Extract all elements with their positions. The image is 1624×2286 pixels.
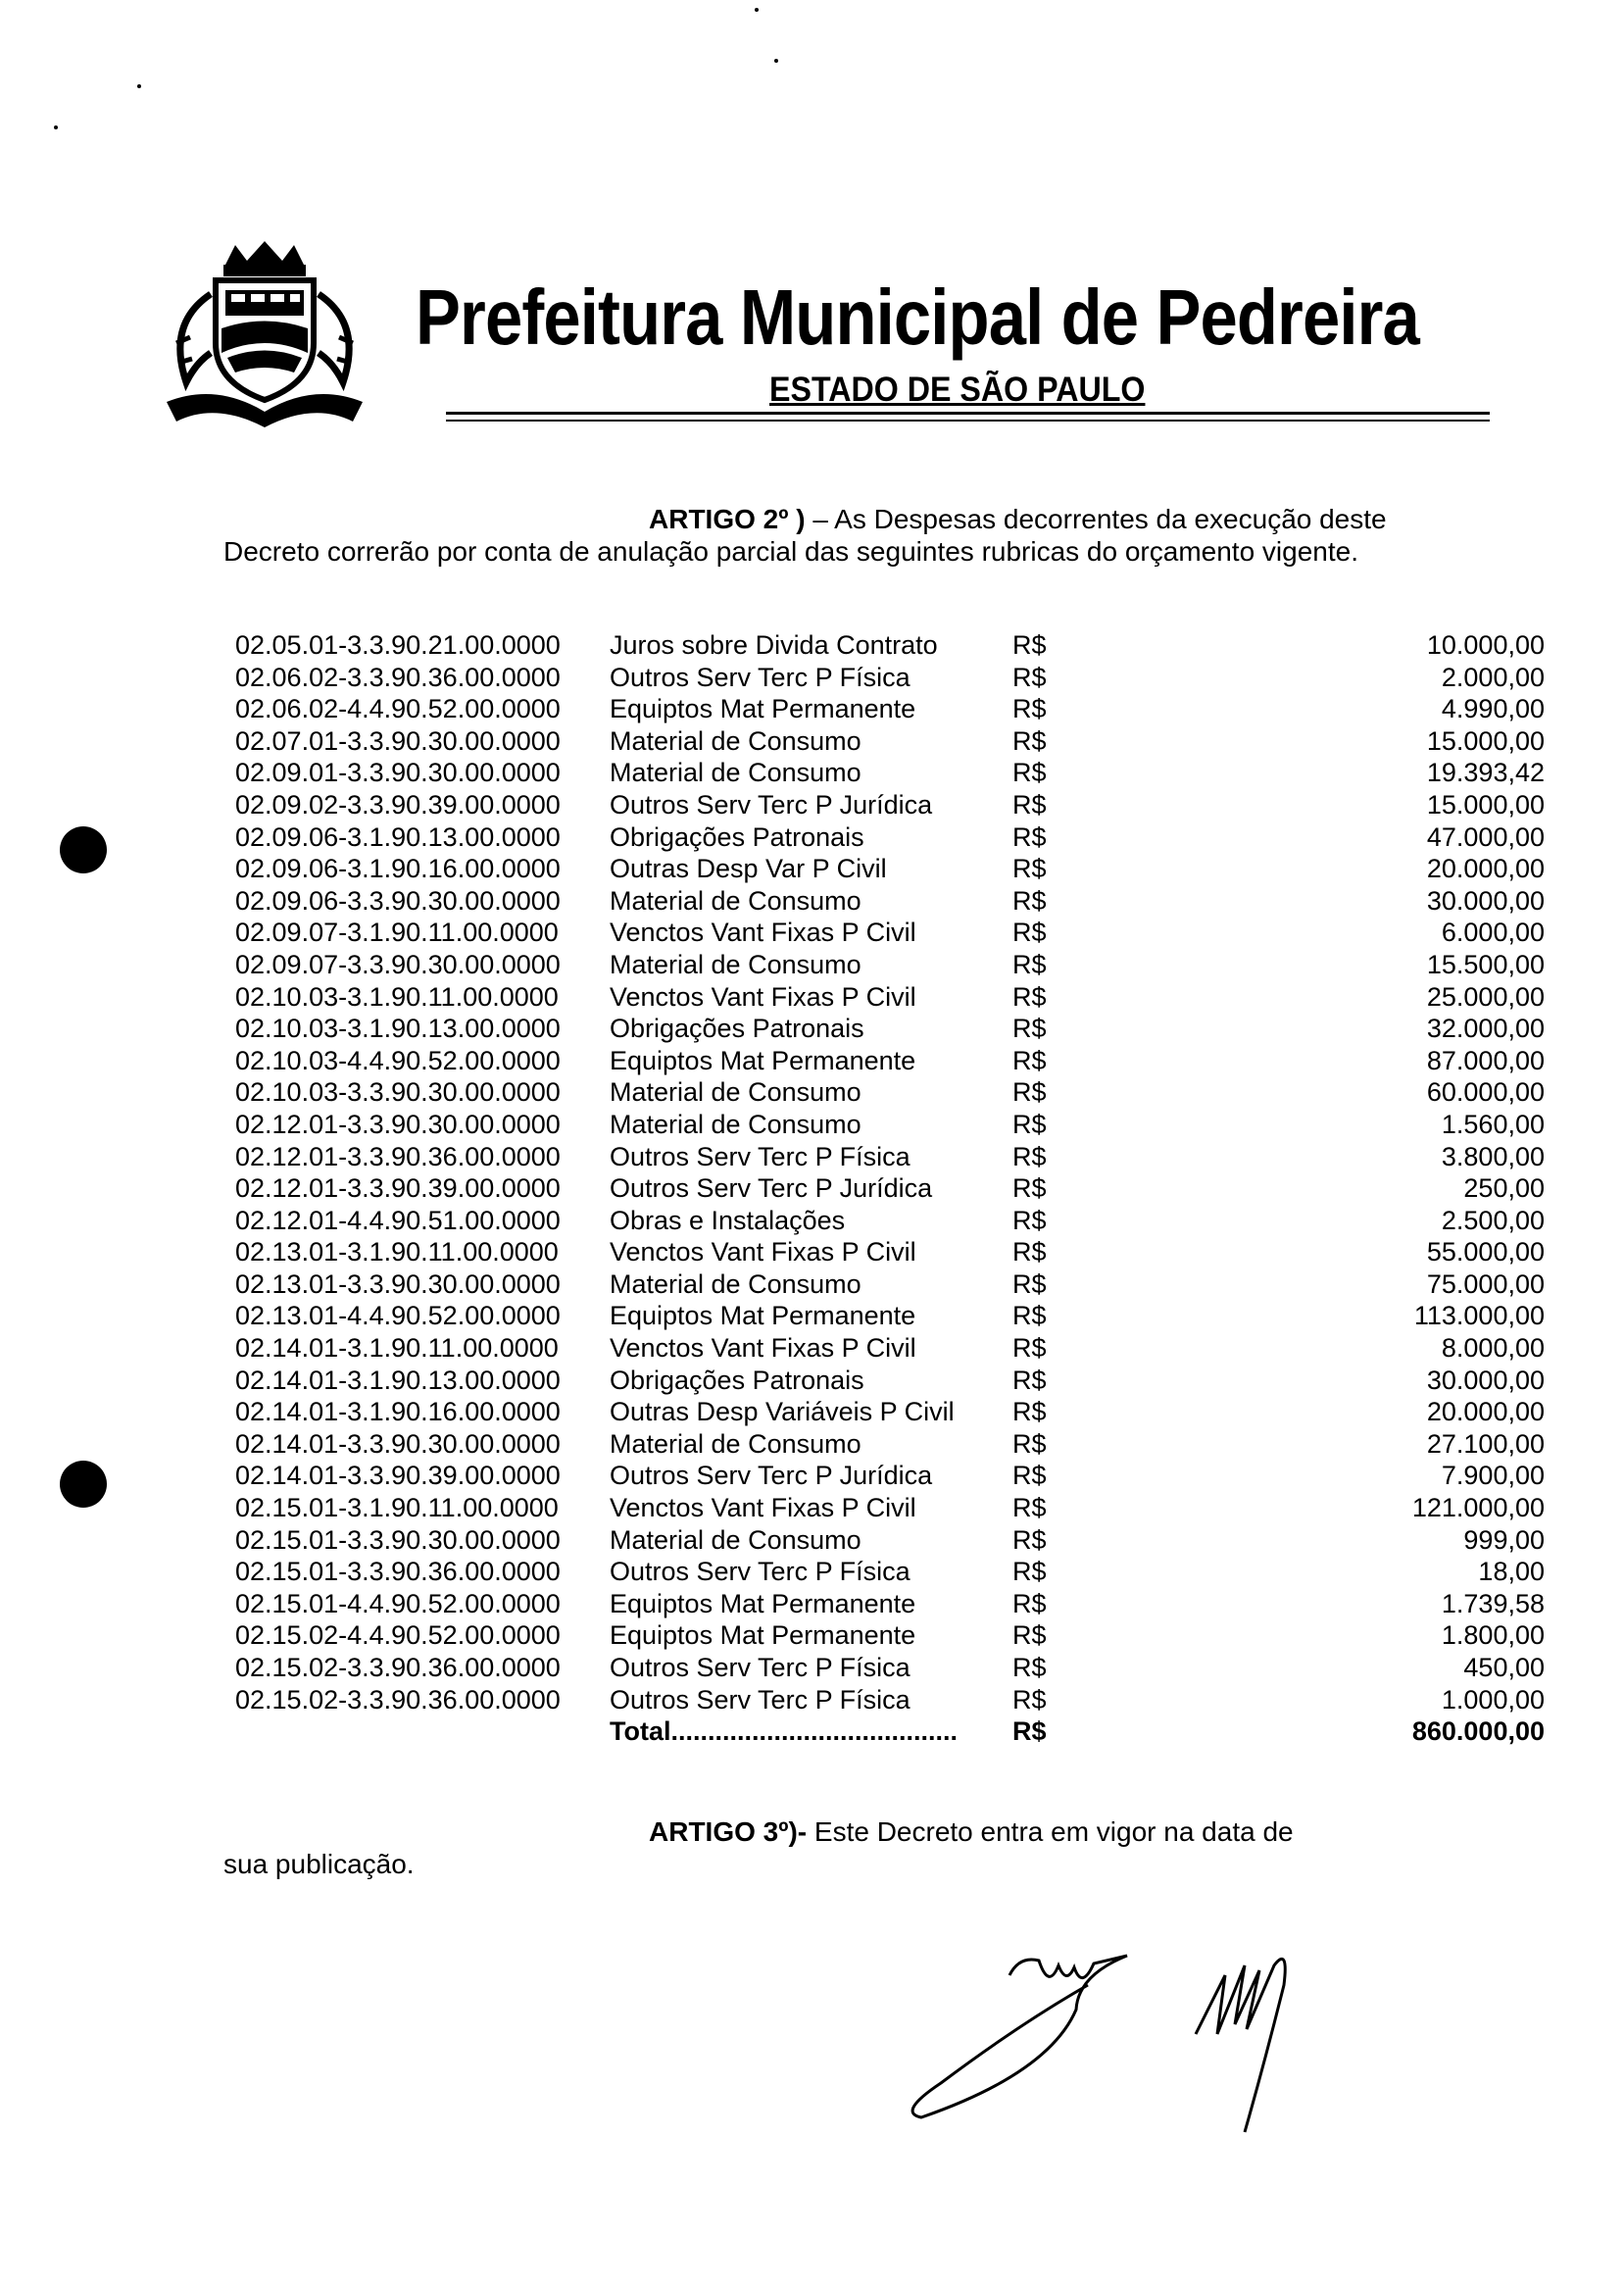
currency: R$ [1012, 1653, 1047, 1682]
article-3-line-1 [649, 1816, 1294, 1848]
description: Obras e Instalações [610, 1205, 846, 1235]
amount: 4.990,00 [1441, 694, 1545, 724]
amount: 32.000,00 [1426, 1014, 1545, 1044]
description: Material de Consumo [610, 885, 861, 916]
description: Outros Serv Terc P Física [610, 1653, 910, 1682]
currency: R$ [1012, 949, 1047, 979]
description: Outros Serv Terc P Jurídica [610, 789, 933, 820]
currency: R$ [1012, 1205, 1047, 1235]
amount: 250,00 [1463, 1173, 1545, 1204]
account-code: 02.13.01-3.1.90.11.00.0000 [235, 1237, 559, 1267]
currency: R$ [1012, 821, 1047, 852]
amount: 18,00 [1478, 1557, 1545, 1587]
currency: R$ [1012, 1397, 1047, 1427]
currency: R$ [1012, 1141, 1047, 1171]
account-code: 02.15.02-3.3.90.36.00.0000 [235, 1684, 561, 1714]
account-code: 02.09.07-3.3.90.30.00.0000 [235, 949, 561, 979]
currency: R$ [1012, 1365, 1047, 1395]
description: Outras Desp Var P Civil [610, 854, 887, 884]
currency: R$ [1012, 1077, 1047, 1108]
description: Equiptos Mat Permanente [610, 1301, 916, 1331]
account-code: 02.09.07-3.1.90.11.00.0000 [235, 918, 559, 948]
description: Outros Serv Terc P Jurídica [610, 1461, 933, 1491]
account-code: 02.12.01-4.4.90.51.00.0000 [235, 1205, 561, 1235]
page-subtitle: ESTADO DE SÃO PAULO [769, 371, 1146, 409]
currency: R$ [1012, 694, 1047, 724]
amount: 113.000,00 [1413, 1301, 1545, 1331]
amount: 999,00 [1463, 1524, 1545, 1555]
description: Material de Consumo [610, 758, 861, 788]
scan-speck [137, 84, 141, 88]
amount: 47.000,00 [1426, 821, 1545, 852]
description: Outros Serv Terc P Física [610, 1684, 910, 1714]
description: Outros Serv Terc P Física [610, 1141, 910, 1171]
article-3-label: ARTIGO 3º)- [649, 1816, 808, 1847]
amount: 75.000,00 [1426, 1268, 1545, 1299]
account-code: 02.09.06-3.1.90.16.00.0000 [235, 854, 561, 884]
article-2-text-2: Decreto correrão por conta de anulação parcial das seguintes rubricas do orçamento vigente. [223, 536, 1358, 567]
currency: R$ [1012, 1045, 1047, 1075]
currency: R$ [1012, 725, 1047, 756]
article-3-text-2: sua publicação. [223, 1849, 415, 1879]
currency: R$ [1012, 1268, 1047, 1299]
description: Material de Consumo [610, 1524, 861, 1555]
account-code: 02.15.01-3.3.90.36.00.0000 [235, 1557, 561, 1587]
amount: 1.739,58 [1441, 1588, 1545, 1618]
description: Equiptos Mat Permanente [610, 1620, 916, 1651]
description: Venctos Vant Fixas P Civil [610, 1333, 916, 1364]
account-code: 02.14.01-3.1.90.13.00.0000 [235, 1365, 561, 1395]
signatures-icon [902, 1916, 1353, 2171]
account-code: 02.14.01-3.1.90.16.00.0000 [235, 1397, 561, 1427]
currency: R$ [1012, 1109, 1047, 1139]
amount: 20.000,00 [1426, 854, 1545, 884]
article-2-text-1: – As Despesas decorrentes da execução deste [805, 504, 1387, 534]
amount: 15.500,00 [1426, 949, 1545, 979]
account-code: 02.12.01-3.3.90.36.00.0000 [235, 1141, 561, 1171]
amount: 6.000,00 [1441, 918, 1545, 948]
description: Outros Serv Terc P Física [610, 1557, 910, 1587]
account-code: 02.12.01-3.3.90.39.00.0000 [235, 1173, 561, 1204]
amount: 60.000,00 [1426, 1077, 1545, 1108]
amount: 450,00 [1463, 1653, 1545, 1682]
currency: R$ [1012, 1333, 1047, 1364]
account-code: 02.07.01-3.3.90.30.00.0000 [235, 725, 561, 756]
account-code: 02.14.01-3.3.90.30.00.0000 [235, 1428, 561, 1459]
article-3-text-1: Este Decreto entra em vigor na data de [807, 1816, 1294, 1847]
amount: 3.800,00 [1441, 1141, 1545, 1171]
page-title: Prefeitura Municipal de Pedreira [416, 273, 1419, 361]
currency: R$ [1012, 1620, 1047, 1651]
account-code: 02.10.03-3.3.90.30.00.0000 [235, 1077, 561, 1108]
currency: R$ [1012, 1461, 1047, 1491]
currency: R$ [1012, 1301, 1047, 1331]
account-code: 02.10.03-4.4.90.52.00.0000 [235, 1045, 561, 1075]
account-code: 02.14.01-3.3.90.39.00.0000 [235, 1461, 561, 1491]
amount: 30.000,00 [1426, 1365, 1545, 1395]
scan-speck [755, 8, 759, 12]
article-2-label: ARTIGO 2º ) [649, 504, 806, 534]
article-2-line-1 [649, 504, 1387, 535]
account-code: 02.10.03-3.1.90.11.00.0000 [235, 981, 559, 1012]
account-code: 02.13.01-4.4.90.52.00.0000 [235, 1301, 561, 1331]
amount: 27.100,00 [1426, 1428, 1545, 1459]
account-code: 02.15.01-3.3.90.30.00.0000 [235, 1524, 561, 1555]
amount: 1.800,00 [1441, 1620, 1545, 1651]
total-amount: 860.000,00 [1411, 1716, 1545, 1747]
header-divider-thin [446, 420, 1490, 422]
currency: R$ [1012, 1588, 1047, 1618]
description: Material de Consumo [610, 1428, 861, 1459]
account-code: 02.06.02-4.4.90.52.00.0000 [235, 694, 561, 724]
account-code: 02.06.02-3.3.90.36.00.0000 [235, 662, 561, 692]
description: Equiptos Mat Permanente [610, 694, 916, 724]
account-code: 02.13.01-3.3.90.30.00.0000 [235, 1268, 561, 1299]
description: Venctos Vant Fixas P Civil [610, 981, 916, 1012]
description: Outros Serv Terc P Física [610, 662, 910, 692]
account-code: 02.10.03-3.1.90.13.00.0000 [235, 1014, 561, 1044]
description: Material de Consumo [610, 1077, 861, 1108]
amount: 8.000,00 [1441, 1333, 1545, 1364]
amount: 25.000,00 [1426, 981, 1545, 1012]
account-code: 02.09.01-3.3.90.30.00.0000 [235, 758, 561, 788]
punch-hole [60, 1461, 107, 1508]
account-code: 02.15.02-4.4.90.52.00.0000 [235, 1620, 561, 1651]
scan-speck [54, 125, 58, 129]
amount: 19.393,42 [1426, 758, 1545, 788]
description: Material de Consumo [610, 949, 861, 979]
description: Outras Desp Variáveis P Civil [610, 1397, 955, 1427]
amount: 20.000,00 [1426, 1397, 1545, 1427]
amount: 15.000,00 [1426, 789, 1545, 820]
currency: R$ [1012, 981, 1047, 1012]
currency: R$ [1012, 918, 1047, 948]
amount: 2.500,00 [1441, 1205, 1545, 1235]
account-code: 02.14.01-3.1.90.11.00.0000 [235, 1333, 559, 1364]
amount: 55.000,00 [1426, 1237, 1545, 1267]
account-code: 02.09.06-3.3.90.30.00.0000 [235, 885, 561, 916]
description: Outros Serv Terc P Jurídica [610, 1173, 933, 1204]
currency: R$ [1012, 1173, 1047, 1204]
description: Juros sobre Divida Contrato [610, 630, 938, 660]
amount: 10.000,00 [1426, 630, 1545, 660]
total-label: Total....................................... [610, 1716, 959, 1747]
description: Material de Consumo [610, 725, 861, 756]
account-code: 02.15.01-3.1.90.11.00.0000 [235, 1493, 559, 1523]
coat-of-arms-icon [157, 235, 372, 431]
description: Material de Consumo [610, 1109, 861, 1139]
currency: R$ [1012, 854, 1047, 884]
currency: R$ [1012, 758, 1047, 788]
amount: 30.000,00 [1426, 885, 1545, 916]
amount: 1.000,00 [1441, 1684, 1545, 1714]
currency: R$ [1012, 1557, 1047, 1587]
scan-speck [774, 59, 778, 63]
total-currency: R$ [1012, 1716, 1047, 1747]
account-code: 02.05.01-3.3.90.21.00.0000 [235, 630, 561, 660]
account-code: 02.15.02-3.3.90.36.00.0000 [235, 1653, 561, 1682]
currency: R$ [1012, 1684, 1047, 1714]
account-code: 02.12.01-3.3.90.30.00.0000 [235, 1109, 561, 1139]
account-code: 02.15.01-4.4.90.52.00.0000 [235, 1588, 561, 1618]
description: Material de Consumo [610, 1268, 861, 1299]
description: Obrigações Patronais [610, 1014, 864, 1044]
description: Obrigações Patronais [610, 1365, 864, 1395]
currency: R$ [1012, 1014, 1047, 1044]
description: Venctos Vant Fixas P Civil [610, 1493, 916, 1523]
currency: R$ [1012, 662, 1047, 692]
amount: 87.000,00 [1426, 1045, 1545, 1075]
description: Venctos Vant Fixas P Civil [610, 918, 916, 948]
account-code: 02.09.02-3.3.90.39.00.0000 [235, 789, 561, 820]
currency: R$ [1012, 1428, 1047, 1459]
amount: 15.000,00 [1426, 725, 1545, 756]
amount: 1.560,00 [1441, 1109, 1545, 1139]
currency: R$ [1012, 630, 1047, 660]
currency: R$ [1012, 885, 1047, 916]
description: Obrigações Patronais [610, 821, 864, 852]
amount: 121.000,00 [1411, 1493, 1545, 1523]
punch-hole [60, 826, 107, 873]
header-divider [446, 412, 1490, 415]
currency: R$ [1012, 1493, 1047, 1523]
currency: R$ [1012, 1237, 1047, 1267]
amount: 2.000,00 [1441, 662, 1545, 692]
account-code: 02.09.06-3.1.90.13.00.0000 [235, 821, 561, 852]
description: Equiptos Mat Permanente [610, 1588, 916, 1618]
description: Equiptos Mat Permanente [610, 1045, 916, 1075]
currency: R$ [1012, 789, 1047, 820]
currency: R$ [1012, 1524, 1047, 1555]
amount: 7.900,00 [1441, 1461, 1545, 1491]
description: Venctos Vant Fixas P Civil [610, 1237, 916, 1267]
